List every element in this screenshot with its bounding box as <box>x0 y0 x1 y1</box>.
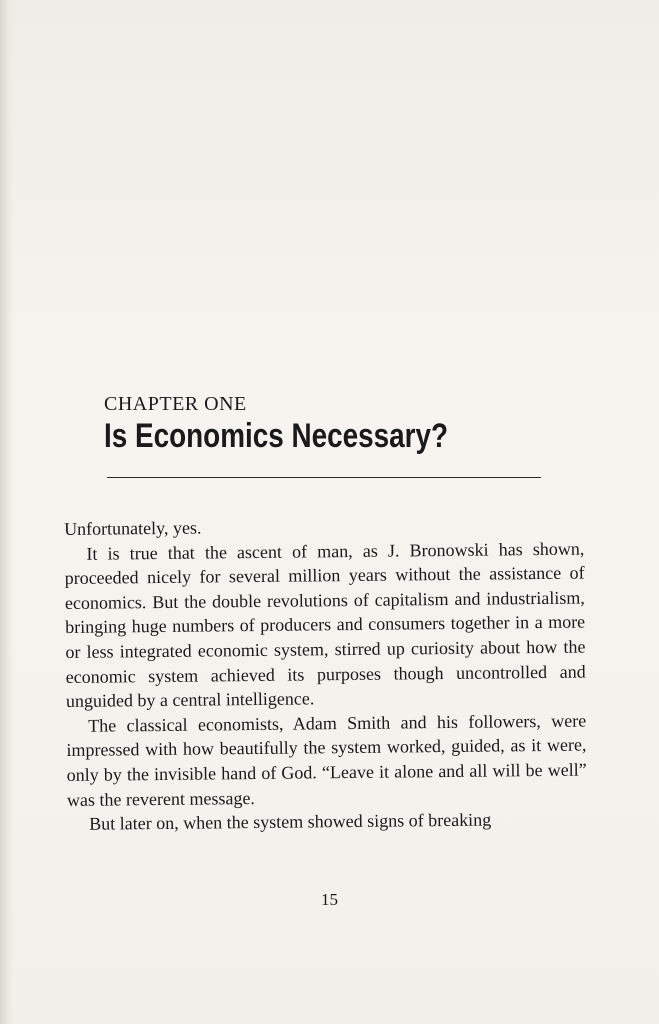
page-number: 15 <box>321 890 338 909</box>
chapter-label: CHAPTER ONE <box>104 393 247 415</box>
body-text <box>64 512 587 837</box>
paragraph: Unfortunately, yes. <box>64 517 202 539</box>
paragraph: It is true that the ascent of man, as J. Bronowski has shown, proceeded nicely for several million years without the assistance of economics. But the double revolutions of capitalism and industrialism, bringing huge numbers of producers and consumers together in a more or less integrated economic system, stirred up curiosity about how the economic system achieved its purposes though uncontrolled and unguided by a central intelligence. <box>64 538 586 712</box>
page-binding-edge <box>0 0 14 1024</box>
paragraph: The classical economists, Adam Smith and his followers, were impressed with how beautifully the system worked, guided, as it were, only by the invisible hand of God. “Leave it alone and all will be well” was the reverent message. <box>66 710 587 810</box>
chapter-heading <box>104 392 544 456</box>
chapter-title: Is Economics Necessary? <box>104 417 449 455</box>
chapter-divider <box>107 477 541 478</box>
paragraph: But later on, when the system showed signs of breaking <box>89 809 492 834</box>
